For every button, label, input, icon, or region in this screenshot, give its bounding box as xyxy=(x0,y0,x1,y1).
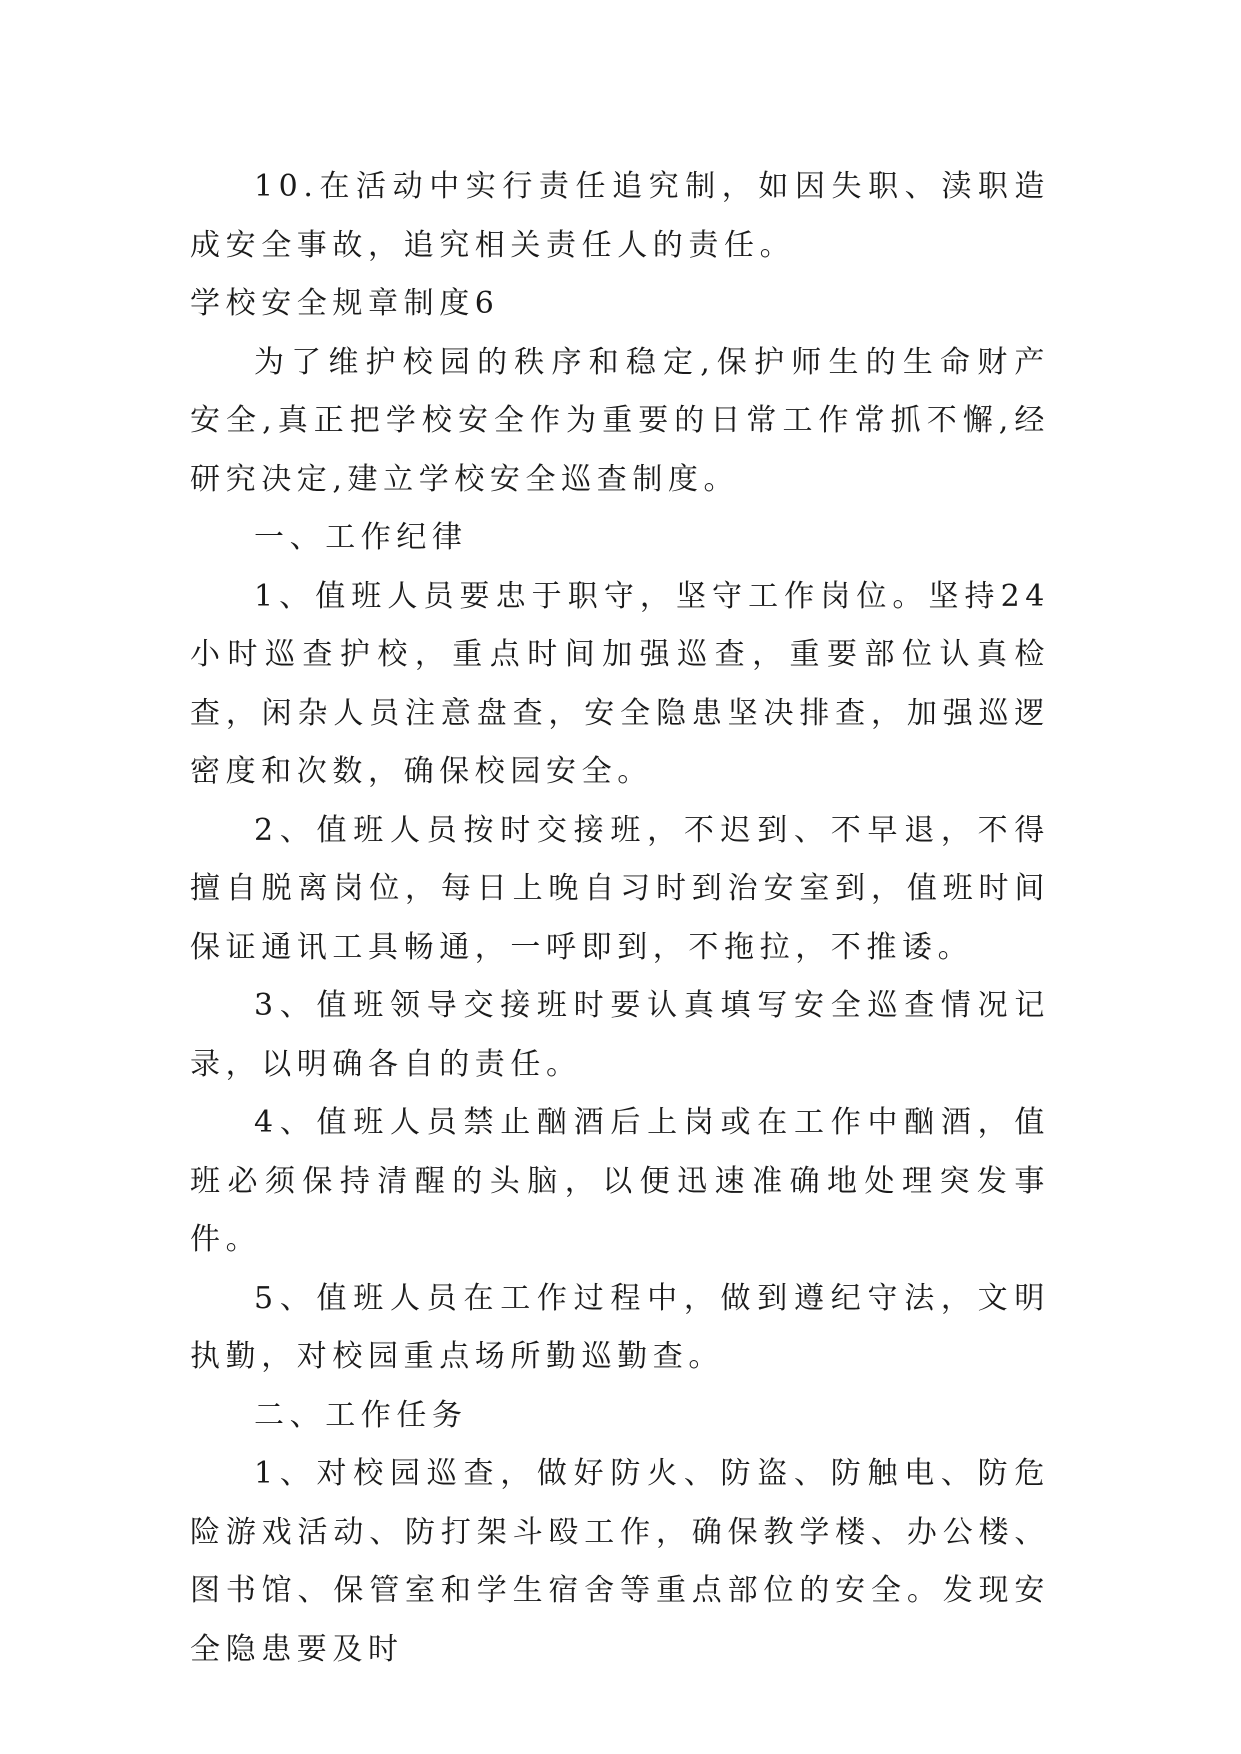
paragraph-task-1: 1、对校园巡查，做好防火、防盗、防触电、防危险游戏活动、防打架斗殴工作，确保教学楼、办公楼、图书馆、保管室和学生宿舍等重点部位的安全。发现安全隐患要及时 xyxy=(190,1456,1050,1667)
paragraph-discipline-1: 1、值班人员要忠于职守，坚守工作岗位。坚持24小时巡查护校，重点时间加强巡查，重要部位认真检查，闲杂人员注意盘查，安全隐患坚决排查，加强巡逻密度和次数，确保校园安全。 xyxy=(190,578,1050,789)
paragraph-discipline-4: 4、值班人员禁止酗酒后上岗或在工作中酗酒，值班必须保持清醒的头脑，以便迅速准确地处理突发事件。 xyxy=(190,1105,1050,1257)
subheading-work-tasks: 二、工作任务 xyxy=(254,1397,468,1433)
paragraph-accountability: 10.在活动中实行责任追究制，如因失职、渎职造成安全事故，追究相关责任人的责任。 xyxy=(190,169,1050,263)
document-body xyxy=(190,158,1050,1679)
paragraph-discipline-2: 2、值班人员按时交接班，不迟到、不早退，不得擅自脱离岗位，每日上晚自习时到治安室到，值班时间保证通讯工具畅通，一呼即到，不拖拉，不推诿。 xyxy=(190,812,1050,965)
paragraph-discipline-5: 5、值班人员在工作过程中，做到遵纪守法，文明执勤，对校园重点场所勤巡勤查。 xyxy=(190,1280,1050,1374)
subheading-work-discipline: 一、工作纪律 xyxy=(254,520,468,555)
paragraph-intro: 为了维护校园的秩序和稳定,保护师生的生命财产安全,真正把学校安全作为重要的日常工作常抓不懈,经研究决定,建立学校安全巡查制度。 xyxy=(190,344,1050,497)
section-heading-safety-rules-6: 学校安全规章制度6 xyxy=(190,286,500,321)
paragraph-discipline-3: 3、值班领导交接班时要认真填写安全巡查情况记录，以明确各自的责任。 xyxy=(190,988,1050,1082)
